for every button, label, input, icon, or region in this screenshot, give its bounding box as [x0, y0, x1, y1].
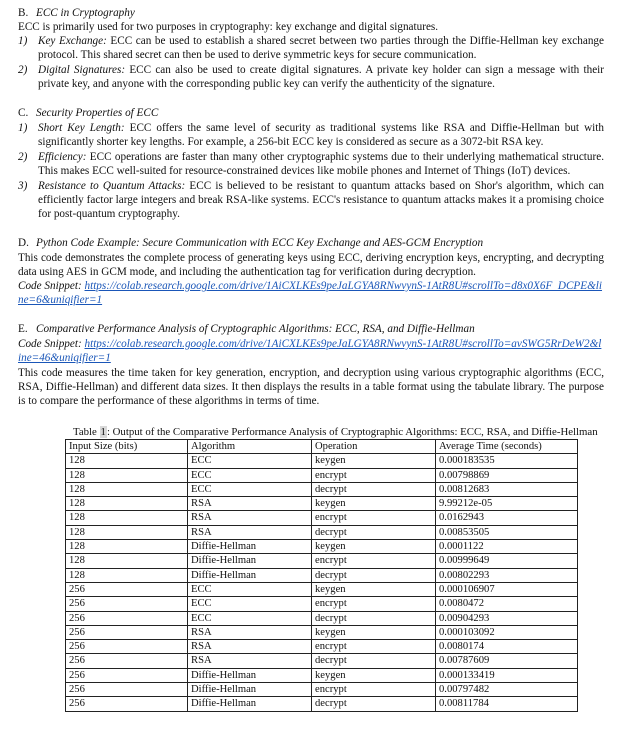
- cell-average-time: 0.000133419: [436, 668, 578, 682]
- cell-input-size: 256: [66, 697, 188, 711]
- table-row: [66, 668, 578, 682]
- cell-algorithm: ECC: [188, 582, 312, 596]
- item-text: ECC is believed to be resistant to quantum attacks based on Shor's algorithm, which can efficiently factor large integers and break RSA-like systems. ECC's resistance to quantum attacks makes it a promising choice for post-quantum cryptography.: [38, 180, 604, 221]
- cell-input-size: 256: [66, 654, 188, 668]
- section-letter: C.: [18, 107, 29, 119]
- item-term: Efficiency:: [38, 151, 87, 163]
- cell-algorithm: Diffie-Hellman: [188, 683, 312, 697]
- list-item: [18, 121, 604, 149]
- item-term: Short Key Length:: [38, 122, 125, 134]
- header-input-size: Input Size (bits): [66, 440, 188, 454]
- table-row: [66, 468, 578, 482]
- cell-input-size: 256: [66, 640, 188, 654]
- cell-input-size: 128: [66, 525, 188, 539]
- list-item: [18, 63, 604, 91]
- cell-average-time: 0.000183535: [436, 454, 578, 468]
- item-text: ECC offers the same level of security as traditional systems like RSA and Diffie-Hellman but with significantly shorter key lengths. For example, a 256-bit ECC key is considered as secure as a 3072-bit RSA key.: [38, 122, 604, 149]
- cell-average-time: 0.00798869: [436, 468, 578, 482]
- cell-average-time: 0.0080472: [436, 597, 578, 611]
- section-c-heading: [18, 106, 158, 120]
- cell-algorithm: ECC: [188, 482, 312, 496]
- table-row: [66, 454, 578, 468]
- table-row: [66, 511, 578, 525]
- cell-algorithm: RSA: [188, 654, 312, 668]
- cell-operation: decrypt: [312, 482, 436, 496]
- caption-text: : Output of the Comparative Performance Analysis of Cryptographic Algorithms: ECC, RSA, and Diffie-Hellman: [106, 426, 598, 438]
- caption-number: 1: [100, 426, 106, 438]
- item-number: 2): [18, 64, 28, 76]
- cell-operation: decrypt: [312, 611, 436, 625]
- cell-input-size: 256: [66, 582, 188, 596]
- cell-operation: encrypt: [312, 468, 436, 482]
- item-term: Digital Signatures:: [38, 64, 126, 76]
- cell-average-time: 0.00802293: [436, 568, 578, 582]
- cell-algorithm: RSA: [188, 640, 312, 654]
- cell-operation: keygen: [312, 454, 436, 468]
- section-b-intro: ECC is primarily used for two purposes in cryptography: key exchange and digital signatures.: [18, 21, 439, 33]
- table-row: [66, 597, 578, 611]
- cell-algorithm: ECC: [188, 454, 312, 468]
- table-caption: [73, 425, 598, 439]
- cell-average-time: 0.0001122: [436, 540, 578, 554]
- table-row: [66, 568, 578, 582]
- table-row: [66, 554, 578, 568]
- cell-algorithm: Diffie-Hellman: [188, 568, 312, 582]
- cell-input-size: 256: [66, 611, 188, 625]
- caption-prefix: Table: [73, 426, 100, 438]
- section-title: Comparative Performance Analysis of Cryptographic Algorithms: ECC, RSA, and Diffie-Hellman: [36, 323, 475, 335]
- header-average-time: Average Time (seconds): [436, 440, 578, 454]
- cell-operation: decrypt: [312, 525, 436, 539]
- cell-operation: encrypt: [312, 683, 436, 697]
- cell-algorithm: Diffie-Hellman: [188, 554, 312, 568]
- item-number: 1): [18, 122, 28, 134]
- cell-operation: decrypt: [312, 697, 436, 711]
- table-row: [66, 497, 578, 511]
- section-d-heading: [18, 236, 483, 250]
- section-letter: E.: [18, 323, 28, 335]
- cell-input-size: 256: [66, 668, 188, 682]
- cell-operation: keygen: [312, 582, 436, 596]
- cell-input-size: 256: [66, 597, 188, 611]
- item-number: 1): [18, 35, 28, 47]
- section-e-heading: [18, 322, 475, 336]
- cell-input-size: 128: [66, 482, 188, 496]
- item-term: Resistance to Quantum Attacks:: [38, 180, 186, 192]
- cell-average-time: 0.0080174: [436, 640, 578, 654]
- cell-algorithm: RSA: [188, 525, 312, 539]
- table-row: [66, 683, 578, 697]
- code-snippet: [18, 279, 604, 307]
- cell-average-time: 9.99212e-05: [436, 497, 578, 511]
- cell-algorithm: ECC: [188, 468, 312, 482]
- table-row: [66, 654, 578, 668]
- cell-average-time: 0.000103092: [436, 625, 578, 639]
- cell-average-time: 0.00853505: [436, 525, 578, 539]
- cell-operation: decrypt: [312, 568, 436, 582]
- section-title: Security Properties of ECC: [36, 107, 159, 119]
- section-title: ECC in Cryptography: [36, 7, 135, 19]
- list-item: [18, 150, 604, 178]
- item-number: 3): [18, 180, 28, 192]
- item-term: Key Exchange:: [38, 35, 107, 47]
- cell-input-size: 256: [66, 683, 188, 697]
- results-table: [65, 439, 578, 712]
- table-row: [66, 540, 578, 554]
- cell-average-time: 0.00812683: [436, 482, 578, 496]
- section-e-body: This code measures the time taken for key generation, encryption, and decryption using various cryptographic algorithms (ECC, RSA, Diffie-Hellman) and different data sizes. It then displays the results in a table format using the tabulate library. The purpose is to compare the performance of these algorithms in terms of time.: [18, 367, 604, 408]
- item-number: 2): [18, 151, 28, 163]
- cell-average-time: 0.00904293: [436, 611, 578, 625]
- header-algorithm: Algorithm: [188, 440, 312, 454]
- cell-operation: encrypt: [312, 511, 436, 525]
- section-letter: D.: [18, 237, 29, 249]
- table-row: [66, 482, 578, 496]
- cell-operation: keygen: [312, 540, 436, 554]
- cell-average-time: 0.00999649: [436, 554, 578, 568]
- code-snippet-label: Code Snippet:: [18, 280, 82, 292]
- header-operation: Operation: [312, 440, 436, 454]
- table-row: [66, 697, 578, 711]
- table-row: [66, 611, 578, 625]
- cell-algorithm: Diffie-Hellman: [188, 540, 312, 554]
- cell-average-time: 0.00787609: [436, 654, 578, 668]
- cell-input-size: 128: [66, 568, 188, 582]
- cell-algorithm: Diffie-Hellman: [188, 668, 312, 682]
- cell-input-size: 256: [66, 625, 188, 639]
- code-snippet-link[interactable]: https://colab.research.google.com/drive/1AiCXLKEs9peJaLGYA8RNwvynS-1AtR8U#scrollTo=d8x0X6F_DCPE&line=6&uniqifier=1: [18, 280, 603, 307]
- cell-average-time: 0.00811784: [436, 697, 578, 711]
- code-snippet-link[interactable]: https://colab.research.google.com/drive/1AiCXLKEs9peJaLGYA8RNwvynS-1AtR8U#scrollTo=avSWG5RrDeW2&line=46&uniqifier=1: [18, 338, 602, 365]
- cell-input-size: 128: [66, 511, 188, 525]
- cell-input-size: 128: [66, 497, 188, 511]
- cell-operation: keygen: [312, 497, 436, 511]
- section-b-heading: [18, 6, 135, 20]
- table-header-row: [66, 440, 578, 454]
- list-item: [18, 34, 604, 62]
- item-text: ECC operations are faster than many other cryptographic systems due to their underlying mathematical structure. This makes ECC well-suited for resource-constrained devices like mobile phones and Internet of Things (IoT) devices.: [38, 151, 604, 178]
- cell-average-time: 0.0162943: [436, 511, 578, 525]
- cell-operation: decrypt: [312, 654, 436, 668]
- cell-average-time: 0.000106907: [436, 582, 578, 596]
- table-row: [66, 525, 578, 539]
- cell-operation: encrypt: [312, 597, 436, 611]
- cell-operation: keygen: [312, 668, 436, 682]
- code-snippet: [18, 337, 604, 365]
- cell-input-size: 128: [66, 454, 188, 468]
- cell-operation: keygen: [312, 625, 436, 639]
- item-text: ECC can also be used to create digital signatures. A private key holder can sign a message with their private key, and anyone with the corresponding public key can verify the authenticity of the signature.: [38, 64, 604, 91]
- section-title: Python Code Example: Secure Communication with ECC Key Exchange and AES-GCM Encryption: [36, 237, 484, 249]
- cell-input-size: 128: [66, 554, 188, 568]
- cell-operation: encrypt: [312, 640, 436, 654]
- code-snippet-label: Code Snippet:: [18, 338, 82, 350]
- table-row: [66, 640, 578, 654]
- list-item: [18, 179, 604, 222]
- cell-average-time: 0.00797482: [436, 683, 578, 697]
- cell-algorithm: RSA: [188, 511, 312, 525]
- item-text: ECC can be used to establish a shared secret between two parties through the Diffie-Hellman key exchange protocol. This shared secret can then be used to derive symmetric keys for secure communication.: [38, 35, 604, 62]
- table-row: [66, 625, 578, 639]
- cell-operation: encrypt: [312, 554, 436, 568]
- cell-algorithm: RSA: [188, 625, 312, 639]
- cell-algorithm: ECC: [188, 597, 312, 611]
- cell-input-size: 128: [66, 468, 188, 482]
- cell-algorithm: ECC: [188, 611, 312, 625]
- cell-algorithm: RSA: [188, 497, 312, 511]
- cell-algorithm: Diffie-Hellman: [188, 697, 312, 711]
- section-letter: B.: [18, 7, 29, 19]
- cell-input-size: 128: [66, 540, 188, 554]
- section-d-body: This code demonstrates the complete process of generating keys using ECC, deriving encryption keys, encrypting, and decrypting data using AES in GCM mode, and including the authentication tag for verification during decryption.: [18, 252, 604, 279]
- table-row: [66, 582, 578, 596]
